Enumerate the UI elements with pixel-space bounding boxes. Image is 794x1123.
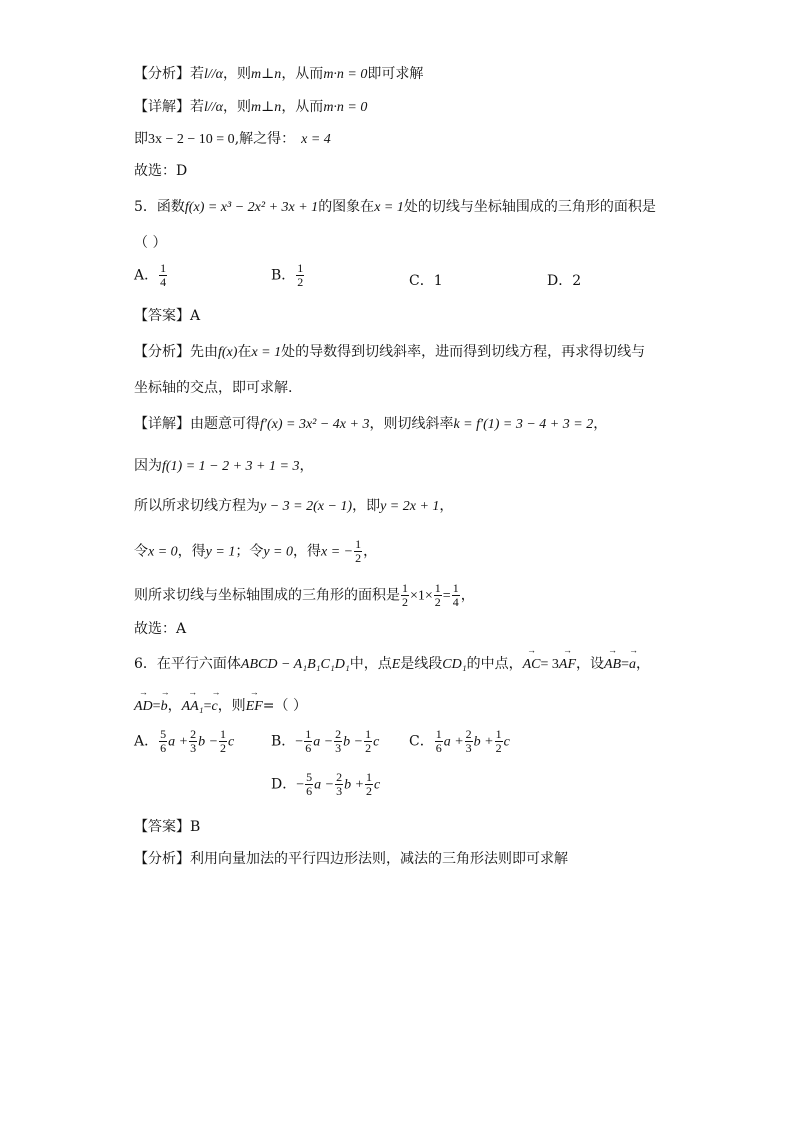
math: x = − (321, 544, 354, 560)
q5-answer (134, 306, 200, 326)
numerator: 1 (434, 581, 441, 595)
math: = (621, 657, 630, 672)
fraction (335, 771, 343, 798)
math: = (203, 699, 212, 714)
text: 若 (190, 99, 204, 115)
denominator: 3 (190, 741, 197, 755)
numerator: 1 (160, 261, 167, 275)
text: 所以所求切线方程为 (134, 498, 260, 514)
numerator: 2 (190, 727, 197, 741)
text: ，从而 (281, 66, 324, 82)
q5-stem (134, 197, 656, 218)
answer-tag: 【答案】 (134, 308, 190, 324)
math: f(x) (218, 345, 238, 360)
math: ABCD − A₁B₁C₁D₁ (240, 657, 350, 672)
math: y = 1 (205, 544, 236, 560)
text: ，则 (223, 66, 252, 82)
fraction (435, 728, 443, 755)
math: y = 2x + 1 (380, 499, 440, 514)
math: c (503, 734, 510, 750)
numerator: 1 (402, 581, 408, 595)
denominator: 3 (335, 741, 342, 755)
text: （ ） (134, 235, 167, 251)
arrow-icon: → (249, 687, 259, 697)
text: C．1 (409, 273, 443, 289)
math: − (296, 777, 305, 793)
text: 坐标轴的交点，即可求解. (134, 380, 293, 396)
q6-option-d (271, 771, 380, 798)
vector-label: AB (604, 657, 622, 672)
denominator: 2 (220, 741, 227, 755)
vector-af (558, 645, 576, 675)
text: 则所求切线与坐标轴围成的三角形的面积是 (134, 587, 400, 604)
math: x = 4 (301, 132, 331, 147)
text: ，则 (217, 698, 246, 714)
q4-choice (134, 161, 187, 181)
text: ，得 (177, 543, 206, 560)
text: ， (439, 498, 454, 514)
denominator: 2 (297, 275, 304, 289)
denominator: 6 (160, 741, 167, 755)
text: 由题意可得 (190, 416, 260, 432)
text: 先由 (190, 344, 218, 360)
numerator: 1 (495, 727, 502, 741)
text: 利用向量加法的平行四边形法则，减法的三角形法则即可求解 (190, 851, 568, 867)
text: ，则切线斜率 (369, 416, 454, 432)
text: ， (363, 543, 378, 560)
numerator: 2 (335, 727, 342, 741)
text: ,解之得： (234, 131, 296, 147)
text: 因为 (134, 458, 162, 474)
denominator: 2 (355, 551, 362, 565)
text: ， (460, 587, 475, 604)
text: 是线段 (400, 656, 443, 672)
fraction (364, 728, 372, 755)
math: x = 1 (374, 200, 404, 215)
q6-option-a (134, 728, 234, 755)
math: f(x) = x³ − 2x² + 3x + 1 (184, 200, 319, 215)
denominator: 2 (402, 595, 408, 609)
q5-paren (134, 233, 166, 253)
text: 故选：D (134, 163, 188, 179)
math: a − (313, 734, 334, 750)
vector-label: AF (558, 657, 576, 672)
vector-label: a (629, 657, 637, 672)
text: ；令 (235, 543, 264, 560)
text: ，从而 (281, 99, 324, 115)
text: ，设 (576, 656, 604, 672)
q5-analysis-line1 (134, 342, 645, 363)
fraction (334, 728, 342, 755)
text: 处的导数得到切线斜率，进而得到切线方程，再求得切线与 (281, 344, 646, 360)
math: l//α (204, 67, 224, 82)
math: l//α (204, 100, 224, 115)
math: y − 3 = 2(x − 1) (260, 499, 353, 514)
q6-stem-line1 (134, 645, 651, 675)
q6-option-c (409, 728, 510, 755)
q6-answer (134, 817, 200, 837)
text: ， (593, 416, 608, 432)
math: c (374, 777, 381, 793)
fraction (354, 538, 362, 565)
vector-label: EF (245, 699, 263, 714)
text: 5．函数 (134, 199, 185, 215)
vector-ef (245, 687, 263, 717)
fraction (304, 728, 312, 755)
math: f(1) = 1 − 2 + 3 + 1 = 3 (162, 459, 300, 474)
q5-option-a (134, 262, 168, 289)
math: b − (343, 734, 364, 750)
vector-b (160, 687, 170, 717)
math: ×1× (410, 588, 433, 604)
option-label: B． (271, 733, 296, 750)
denominator: 6 (435, 741, 442, 755)
fraction (465, 728, 473, 755)
vector-label: c (211, 699, 218, 714)
denominator: 2 (365, 741, 372, 755)
fraction (365, 771, 373, 798)
q5-intercept-line (134, 538, 377, 565)
fraction (452, 582, 460, 609)
q5-analysis-line2 (134, 378, 292, 398)
answer-value: B (190, 819, 201, 835)
q4-detail-line (134, 97, 367, 118)
math: a − (314, 777, 335, 793)
numerator: 1 (435, 727, 442, 741)
q5-option-d (547, 270, 581, 290)
denominator: 2 (366, 784, 373, 798)
q5-tangent-line (134, 496, 453, 517)
denominator: 3 (336, 784, 343, 798)
math: a + (168, 734, 189, 750)
text: 6．在平行六面体 (134, 656, 241, 672)
math: x = 1 (251, 345, 282, 360)
numerator: 1 (297, 261, 304, 275)
math: m⊥n (251, 100, 282, 115)
arrow-icon: → (562, 645, 572, 655)
text: 即可求解 (367, 66, 424, 82)
arrow-icon: → (608, 645, 618, 655)
arrow-icon: → (211, 687, 221, 697)
math: m·n = 0 (323, 67, 368, 82)
numerator: 2 (336, 770, 343, 784)
q6-stem-line2 (134, 687, 307, 717)
math: = (152, 699, 161, 714)
fraction (159, 262, 167, 289)
numerator: 5 (160, 727, 167, 741)
answer-tag: 【答案】 (134, 819, 190, 835)
math: = (442, 588, 451, 604)
math: b − (198, 734, 219, 750)
text: 若 (190, 66, 204, 82)
q6-option-b (271, 728, 379, 755)
math: 3x − 2 − 10 = 0 (148, 132, 235, 147)
option-label: A． (134, 733, 159, 750)
numerator: 1 (220, 727, 227, 741)
denominator: 2 (434, 595, 441, 609)
math: x = 0 (148, 544, 178, 560)
q5-area-line (134, 582, 475, 609)
math: = 3 (540, 657, 559, 672)
detail-tag: 【详解】 (134, 416, 190, 432)
text: ，则 (223, 99, 252, 115)
text: 故选：A (134, 621, 187, 637)
vector-ad (134, 687, 153, 717)
numerator: 1 (452, 581, 459, 595)
text: 中，点 (349, 656, 392, 672)
arrow-icon: → (629, 645, 639, 655)
numerator: 2 (465, 727, 472, 741)
vector-ac (522, 645, 541, 675)
math: a + (443, 734, 464, 750)
text: ，得 (293, 543, 322, 560)
math: c (373, 734, 380, 750)
numerator: 1 (305, 727, 312, 741)
fraction (401, 582, 409, 609)
text: 处的切线与坐标轴围成的三角形的面积是 (403, 199, 656, 215)
denominator: 3 (465, 741, 472, 755)
vector-aa1 (181, 687, 204, 717)
analysis-tag: 【分析】 (134, 344, 190, 360)
fraction (495, 728, 503, 755)
text: 的中点， (466, 656, 523, 672)
fraction (434, 582, 442, 609)
text: =（ ） (262, 698, 307, 714)
text: ， (636, 656, 651, 672)
vector-c (211, 687, 221, 717)
option-label: A． (134, 267, 159, 284)
denominator: 2 (495, 741, 502, 755)
math: b + (473, 734, 494, 750)
q5-choice (134, 619, 186, 639)
math: m⊥n (251, 67, 282, 82)
math: − (295, 734, 304, 750)
text: 令 (134, 543, 148, 560)
arrow-icon: → (138, 687, 148, 697)
text: 在 (237, 344, 252, 360)
answer-value: A (190, 308, 201, 324)
numerator: 1 (365, 727, 372, 741)
analysis-tag: 【分析】 (134, 66, 190, 82)
vector-label: b (160, 699, 168, 714)
math: k = f′(1) = 3 − 4 + 3 = 2 (453, 417, 594, 432)
vector-label: AC (522, 657, 541, 672)
math: y = 0 (263, 544, 294, 560)
math: CD₁ (442, 657, 467, 672)
fraction (296, 262, 304, 289)
text: D．2 (547, 273, 582, 289)
option-label: C． (409, 733, 434, 750)
q5-detail-line (134, 414, 607, 435)
numerator: 1 (366, 770, 373, 784)
math: b + (344, 777, 365, 793)
arrow-icon: → (160, 687, 170, 697)
detail-tag: 【详解】 (134, 99, 190, 115)
q5-option-b (271, 262, 305, 289)
text: ，即 (352, 498, 381, 514)
arrow-icon: → (527, 645, 537, 655)
numerator: 5 (306, 770, 313, 784)
q4-analysis-line (134, 64, 423, 85)
q4-equation-line (134, 129, 331, 150)
denominator: 4 (160, 275, 167, 289)
text: 的图象在 (318, 199, 375, 215)
vector-label: AD (134, 699, 153, 714)
text: 即 (134, 131, 148, 147)
analysis-tag: 【分析】 (134, 851, 190, 867)
denominator: 4 (452, 595, 459, 609)
option-label: D． (271, 776, 297, 793)
text: ， (299, 458, 314, 474)
fraction (305, 771, 313, 798)
math: c (228, 734, 235, 750)
q5-option-c (409, 270, 443, 290)
vector-ab (604, 645, 622, 675)
arrow-icon: → (188, 687, 198, 697)
vector-a (629, 645, 639, 675)
q5-f1-line (134, 456, 313, 477)
math: m·n = 0 (323, 100, 368, 115)
q6-analysis (134, 849, 568, 869)
denominator: 6 (305, 741, 312, 755)
numerator: 1 (355, 537, 362, 551)
option-label: B． (271, 267, 296, 284)
text: ， (167, 698, 182, 714)
fraction (159, 728, 167, 755)
vector-label: AA₁ (181, 699, 204, 714)
math: E (391, 657, 401, 672)
denominator: 6 (306, 784, 313, 798)
math: f′(x) = 3x² − 4x + 3 (260, 417, 370, 432)
fraction (219, 728, 227, 755)
fraction (189, 728, 197, 755)
